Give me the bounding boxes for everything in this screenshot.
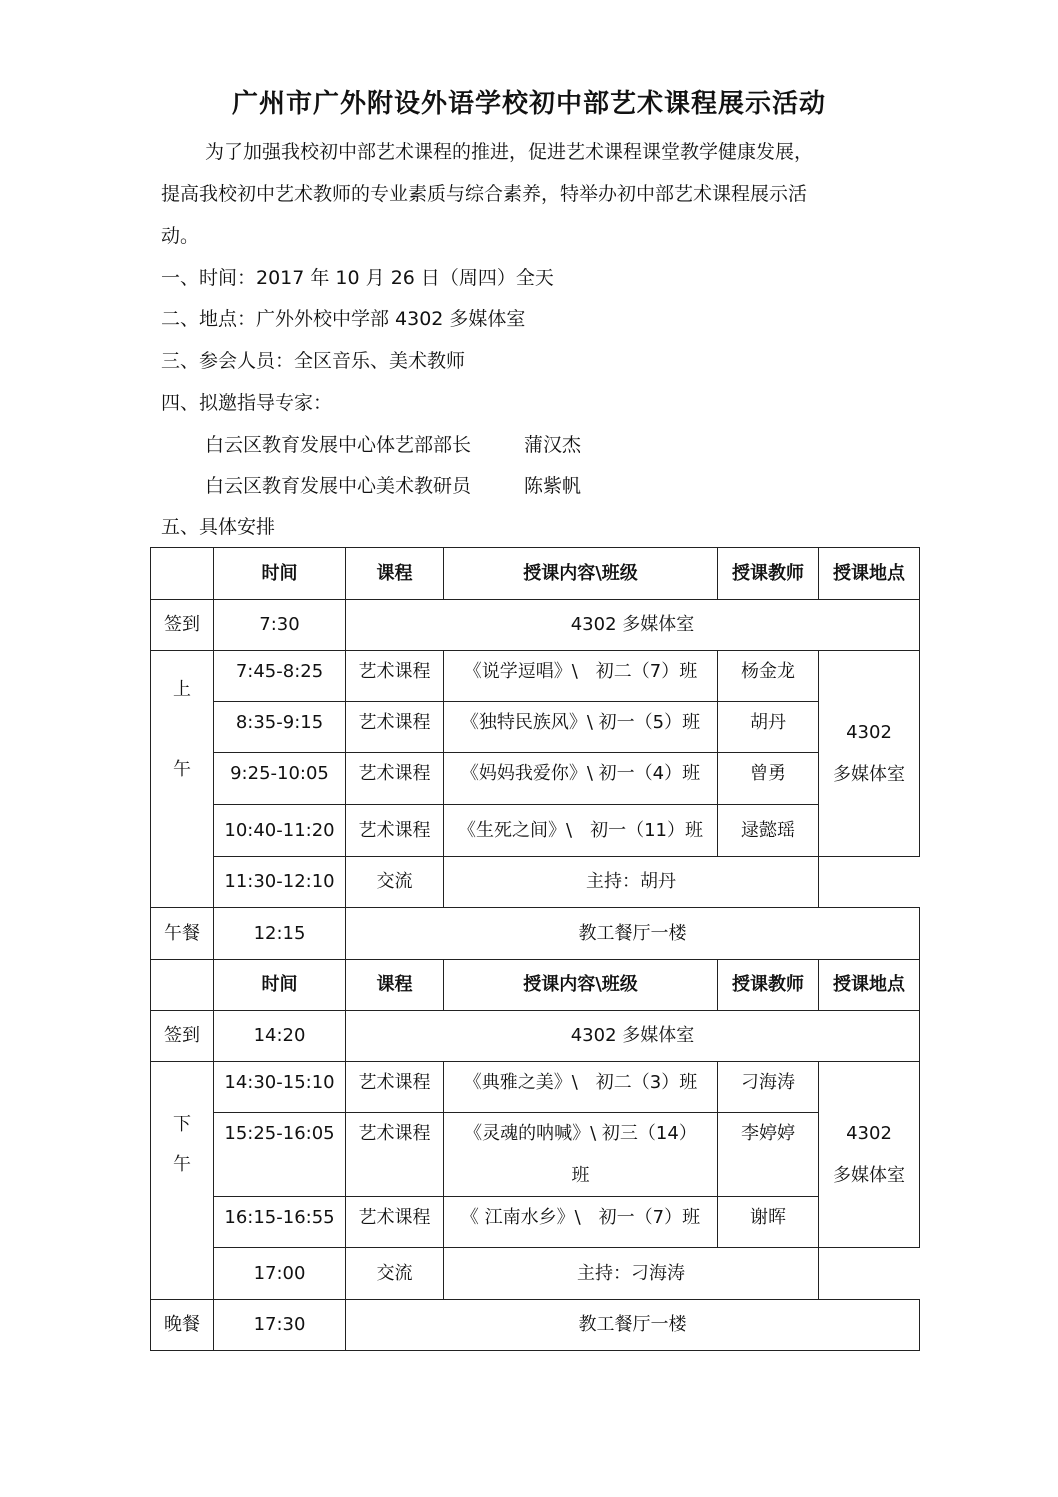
dinner-time: 17:30 [214,1300,346,1351]
session-teacher: 逯懿瑶 [718,805,819,857]
session-teacher: 刁海涛 [718,1062,819,1113]
session-course: 艺术课程 [346,1062,444,1113]
exchange-host: 主持：胡丹 [444,857,819,908]
expert-1-role: 白云区教育发展中心体艺部部长 [205,434,472,456]
exchange-course: 交流 [346,857,444,908]
table-row [151,908,920,960]
exchange-course: 交流 [346,1248,444,1300]
table-row [151,1300,920,1351]
lunch-label: 午餐 [151,908,214,960]
session-course: 艺术课程 [346,1113,444,1197]
checkin-label: 签到 [151,600,214,651]
checkin-time: 7:30 [214,600,346,651]
header-course: 课程 [346,548,444,600]
intro-line-2: 提高我校初中艺术教师的专业素质与综合素养，特举办初中部艺术课程展示活 [161,183,808,205]
session-content: 《独特民族风》\ 初一（5）班 [444,702,718,753]
header-content: 授课内容\班级 [444,548,718,600]
document-title: 广州市广外附设外语学校初中部艺术课程展示活动 [231,89,826,119]
schedule-table [150,547,920,1351]
morning-location: 4302 多媒体室 [819,651,920,857]
checkin-location: 4302 多媒体室 [346,600,920,651]
item-schedule-heading: 五、具体安排 [161,516,276,538]
session-teacher: 胡丹 [718,702,819,753]
dinner-location: 教工餐厅一楼 [346,1300,920,1351]
session-content: 《灵魂的呐喊》\ 初三（14） 班 [444,1113,718,1197]
session-teacher: 杨金龙 [718,651,819,702]
header-location: 授课地点 [819,548,920,600]
header-time: 时间 [214,960,346,1011]
header-location: 授课地点 [819,960,920,1011]
expert-1-name: 蒲汉杰 [524,434,582,456]
session-course: 艺术课程 [346,805,444,857]
table-row [151,857,920,908]
checkin-location: 4302 多媒体室 [346,1011,920,1062]
session-teacher: 李婷婷 [718,1113,819,1197]
lunch-time: 12:15 [214,908,346,960]
session-time: 8:35-9:15 [214,702,346,753]
checkin-label: 签到 [151,1011,214,1062]
session-time: 14:30-15:10 [214,1062,346,1113]
header-content: 授课内容\班级 [444,960,718,1011]
session-content: 《 江南水乡》\ 初一（7）班 [444,1197,718,1248]
afternoon-location: 4302 多媒体室 [819,1062,920,1248]
table-row [151,1248,920,1300]
item-attendees: 三、参会人员：全区音乐、美术教师 [161,350,466,372]
session-content: 《说学逗唱》\ 初二（7）班 [444,651,718,702]
table-row [151,1062,920,1113]
table-row [151,1113,920,1197]
table-row [151,702,920,753]
session-content: 《典雅之美》\ 初二（3）班 [444,1062,718,1113]
session-time: 10:40-11:20 [214,805,346,857]
item-time: 一、时间：2017 年 10 月 26 日（周四）全天 [161,267,554,289]
item-place: 二、地点：广外外校中学部 4302 多媒体室 [161,308,526,330]
session-course: 艺术课程 [346,702,444,753]
table-row [151,600,920,651]
session-content: 《妈妈我爱你》\ 初一（4）班 [444,753,718,805]
header-teacher: 授课教师 [718,548,819,600]
period-label-morning: 上 午 [151,651,214,908]
table-row [151,753,920,805]
intro-line-1: 为了加强我校初中部艺术课程的推进，促进艺术课程课堂教学健康发展， [205,141,814,163]
table-row [151,805,920,857]
exchange-time: 11:30-12:10 [214,857,346,908]
expert-2-role: 白云区教育发展中心美术教研员 [205,475,472,497]
intro-line-3: 动。 [161,225,200,247]
table-row [151,1011,920,1062]
session-time: 15:25-16:05 [214,1113,346,1197]
header-course: 课程 [346,960,444,1011]
session-teacher: 曾勇 [718,753,819,805]
dinner-label: 晚餐 [151,1300,214,1351]
expert-2-name: 陈紫帆 [524,475,582,497]
session-time: 7:45-8:25 [214,651,346,702]
table-row [151,1197,920,1248]
header-time: 时间 [214,548,346,600]
exchange-time: 17:00 [214,1248,346,1300]
period-label-afternoon: 下 午 [151,1062,214,1300]
exchange-host: 主持：刁海涛 [444,1248,819,1300]
session-course: 艺术课程 [346,651,444,702]
item-experts-heading: 四、拟邀指导专家： [161,392,333,414]
session-course: 艺术课程 [346,753,444,805]
header-blank-cell [151,548,214,600]
lunch-location: 教工餐厅一楼 [346,908,920,960]
session-time: 16:15-16:55 [214,1197,346,1248]
checkin-time: 14:20 [214,1011,346,1062]
table-row [151,651,920,702]
session-teacher: 谢晖 [718,1197,819,1248]
session-time: 9:25-10:05 [214,753,346,805]
header-teacher: 授课教师 [718,960,819,1011]
table-header-row [151,548,920,600]
header-blank-cell [151,960,214,1011]
table-header-row [151,960,920,1011]
session-course: 艺术课程 [346,1197,444,1248]
session-content: 《生死之间》\ 初一（11）班 [444,805,718,857]
